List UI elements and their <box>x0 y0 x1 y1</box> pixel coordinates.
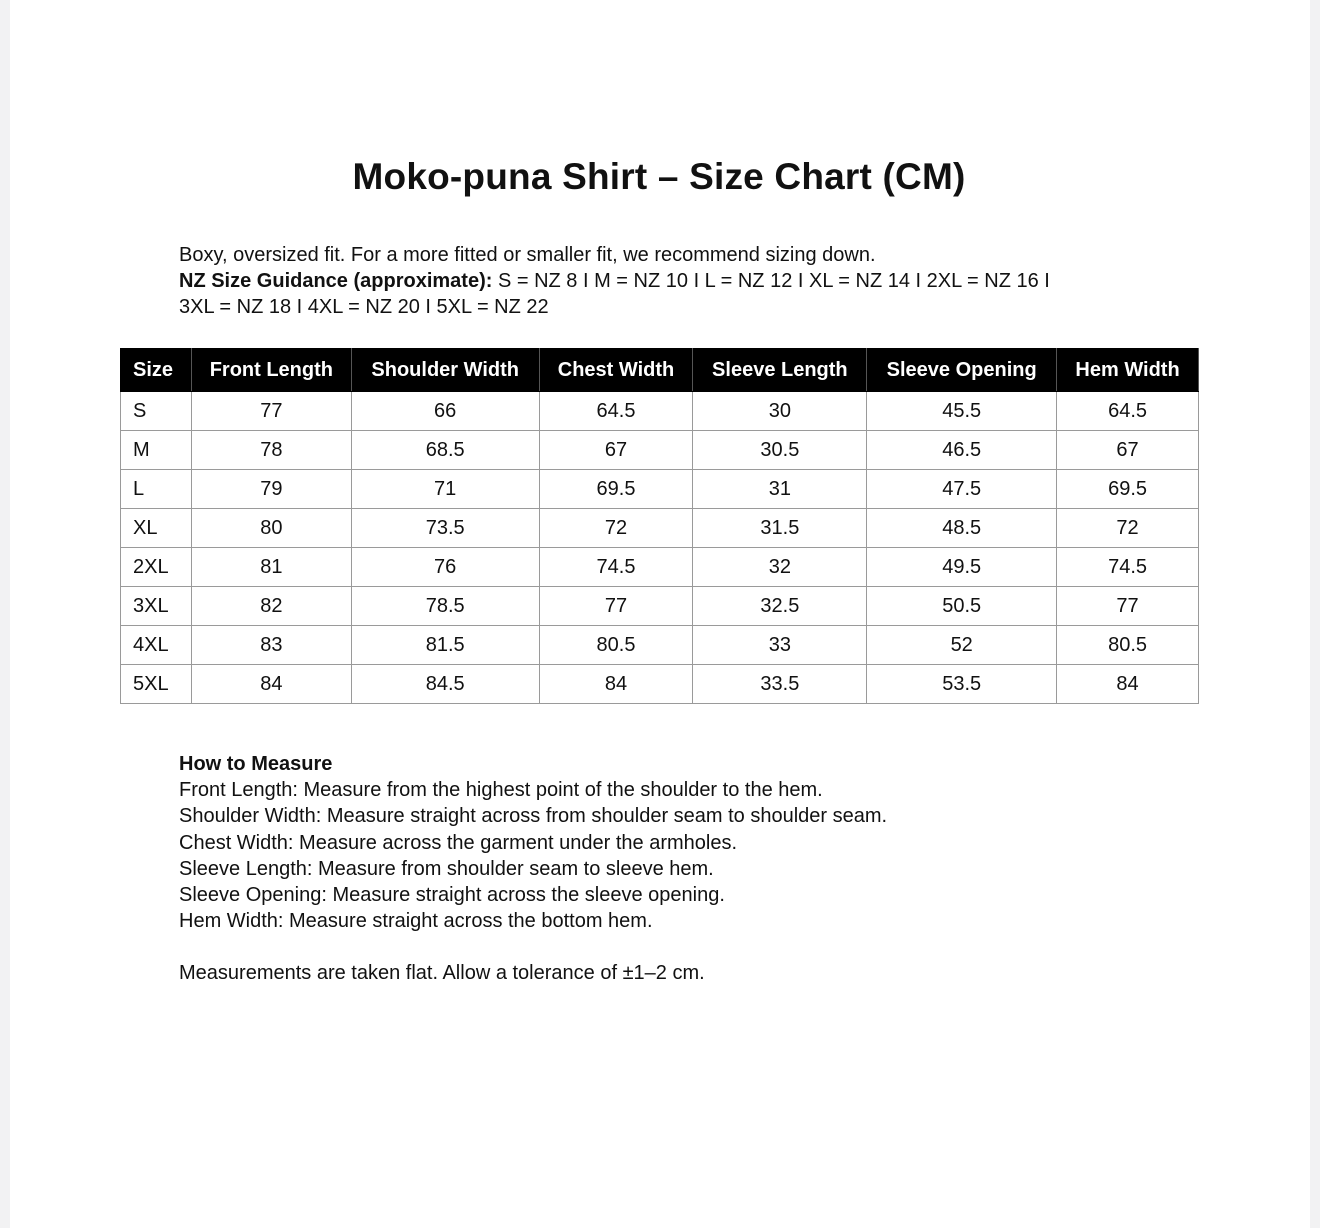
table-cell: 4XL <box>121 626 192 665</box>
table-cell: 32 <box>693 548 867 587</box>
table-cell: 80.5 <box>1057 626 1199 665</box>
table-row <box>121 665 1199 704</box>
table-cell: 68.5 <box>351 431 539 470</box>
table-cell: 72 <box>1057 509 1199 548</box>
table-cell: 84 <box>191 665 351 704</box>
table-cell: 72 <box>539 509 693 548</box>
table-cell: 79 <box>191 470 351 509</box>
size-guidance-line-2: 3XL = NZ 18 I 4XL = NZ 20 I 5XL = NZ 22 <box>179 296 549 318</box>
table-cell: M <box>121 431 192 470</box>
column-header: Sleeve Opening <box>867 349 1057 392</box>
table-cell: 33.5 <box>693 665 867 704</box>
table-cell: 84 <box>539 665 693 704</box>
how-to-measure-section <box>179 751 887 987</box>
table-cell: XL <box>121 509 192 548</box>
table-row <box>121 392 1199 431</box>
table-cell: 77 <box>191 392 351 431</box>
measure-instruction: Sleeve Opening: Measure straight across the sleeve opening. <box>179 884 725 907</box>
table-cell: 78.5 <box>351 587 539 626</box>
table-cell: 5XL <box>121 665 192 704</box>
size-guidance-label: NZ Size Guidance (approximate): <box>179 270 493 292</box>
table-body <box>121 392 1199 704</box>
table-cell: 69.5 <box>1057 470 1199 509</box>
table-cell: 46.5 <box>867 431 1057 470</box>
table-cell: 77 <box>539 587 693 626</box>
table-cell: 81.5 <box>351 626 539 665</box>
measure-instruction: Hem Width: Measure straight across the bottom hem. <box>179 910 653 933</box>
column-header: Chest Width <box>539 349 693 392</box>
table-cell: 33 <box>693 626 867 665</box>
table-cell: 71 <box>351 470 539 509</box>
table-cell: 73.5 <box>351 509 539 548</box>
column-header: Shoulder Width <box>351 349 539 392</box>
table-cell: 83 <box>191 626 351 665</box>
table-cell: 64.5 <box>1057 392 1199 431</box>
table-cell: 82 <box>191 587 351 626</box>
table-cell: 47.5 <box>867 470 1057 509</box>
table-cell: L <box>121 470 192 509</box>
measure-instruction: Chest Width: Measure across the garment under the armholes. <box>179 831 738 854</box>
table-cell: 78 <box>191 431 351 470</box>
intro-section <box>179 242 1179 320</box>
table-cell: 84.5 <box>351 665 539 704</box>
table-header-row <box>121 349 1199 392</box>
column-header: Sleeve Length <box>693 349 867 392</box>
measure-instruction: Front Length: Measure from the highest point of the shoulder to the hem. <box>179 779 823 802</box>
column-header: Front Length <box>191 349 351 392</box>
table-cell: 49.5 <box>867 548 1057 587</box>
size-guidance-line-1: S = NZ 8 I M = NZ 10 I L = NZ 12 I XL = NZ 14 I 2XL = NZ 16 I <box>492 270 1050 292</box>
table-cell: 52 <box>867 626 1057 665</box>
table-cell: 48.5 <box>867 509 1057 548</box>
table-cell: 30 <box>693 392 867 431</box>
tolerance-note: Measurements are taken flat. Allow a tolerance of ±1–2 cm. <box>179 962 705 985</box>
table-row <box>121 431 1199 470</box>
table-cell: 31 <box>693 470 867 509</box>
size-chart-table <box>120 348 1199 704</box>
table-cell: 74.5 <box>1057 548 1199 587</box>
table-cell: 74.5 <box>539 548 693 587</box>
table-row <box>121 626 1199 665</box>
table-row <box>121 509 1199 548</box>
table-cell: 67 <box>1057 431 1199 470</box>
how-to-measure-heading: How to Measure <box>179 753 333 775</box>
table-cell: 69.5 <box>539 470 693 509</box>
measure-instruction: Sleeve Length: Measure from shoulder seam to sleeve hem. <box>179 857 714 880</box>
table-cell: 66 <box>351 392 539 431</box>
table-cell: 76 <box>351 548 539 587</box>
table-cell: 53.5 <box>867 665 1057 704</box>
table-cell: 30.5 <box>693 431 867 470</box>
table-cell: 50.5 <box>867 587 1057 626</box>
table-cell: 77 <box>1057 587 1199 626</box>
column-header: Size <box>121 349 192 392</box>
measure-instruction: Shoulder Width: Measure straight across from shoulder seam to shoulder seam. <box>179 805 888 828</box>
table-row <box>121 548 1199 587</box>
table-cell: 31.5 <box>693 509 867 548</box>
table-cell: 2XL <box>121 548 192 587</box>
table-row <box>121 587 1199 626</box>
table-cell: 45.5 <box>867 392 1057 431</box>
column-header: Hem Width <box>1057 349 1199 392</box>
size-guidance <box>179 268 1179 294</box>
table-cell: 64.5 <box>539 392 693 431</box>
page-title: Moko-puna Shirt – Size Chart (CM) <box>352 156 966 197</box>
table-cell: 80 <box>191 509 351 548</box>
fit-note: Boxy, oversized fit. For a more fitted or smaller fit, we recommend sizing down. <box>179 244 876 266</box>
table-row <box>121 470 1199 509</box>
table-cell: 84 <box>1057 665 1199 704</box>
table-cell: 81 <box>191 548 351 587</box>
table-cell: S <box>121 392 192 431</box>
table-cell: 67 <box>539 431 693 470</box>
table-cell: 80.5 <box>539 626 693 665</box>
table-cell: 3XL <box>121 587 192 626</box>
table-cell: 32.5 <box>693 587 867 626</box>
